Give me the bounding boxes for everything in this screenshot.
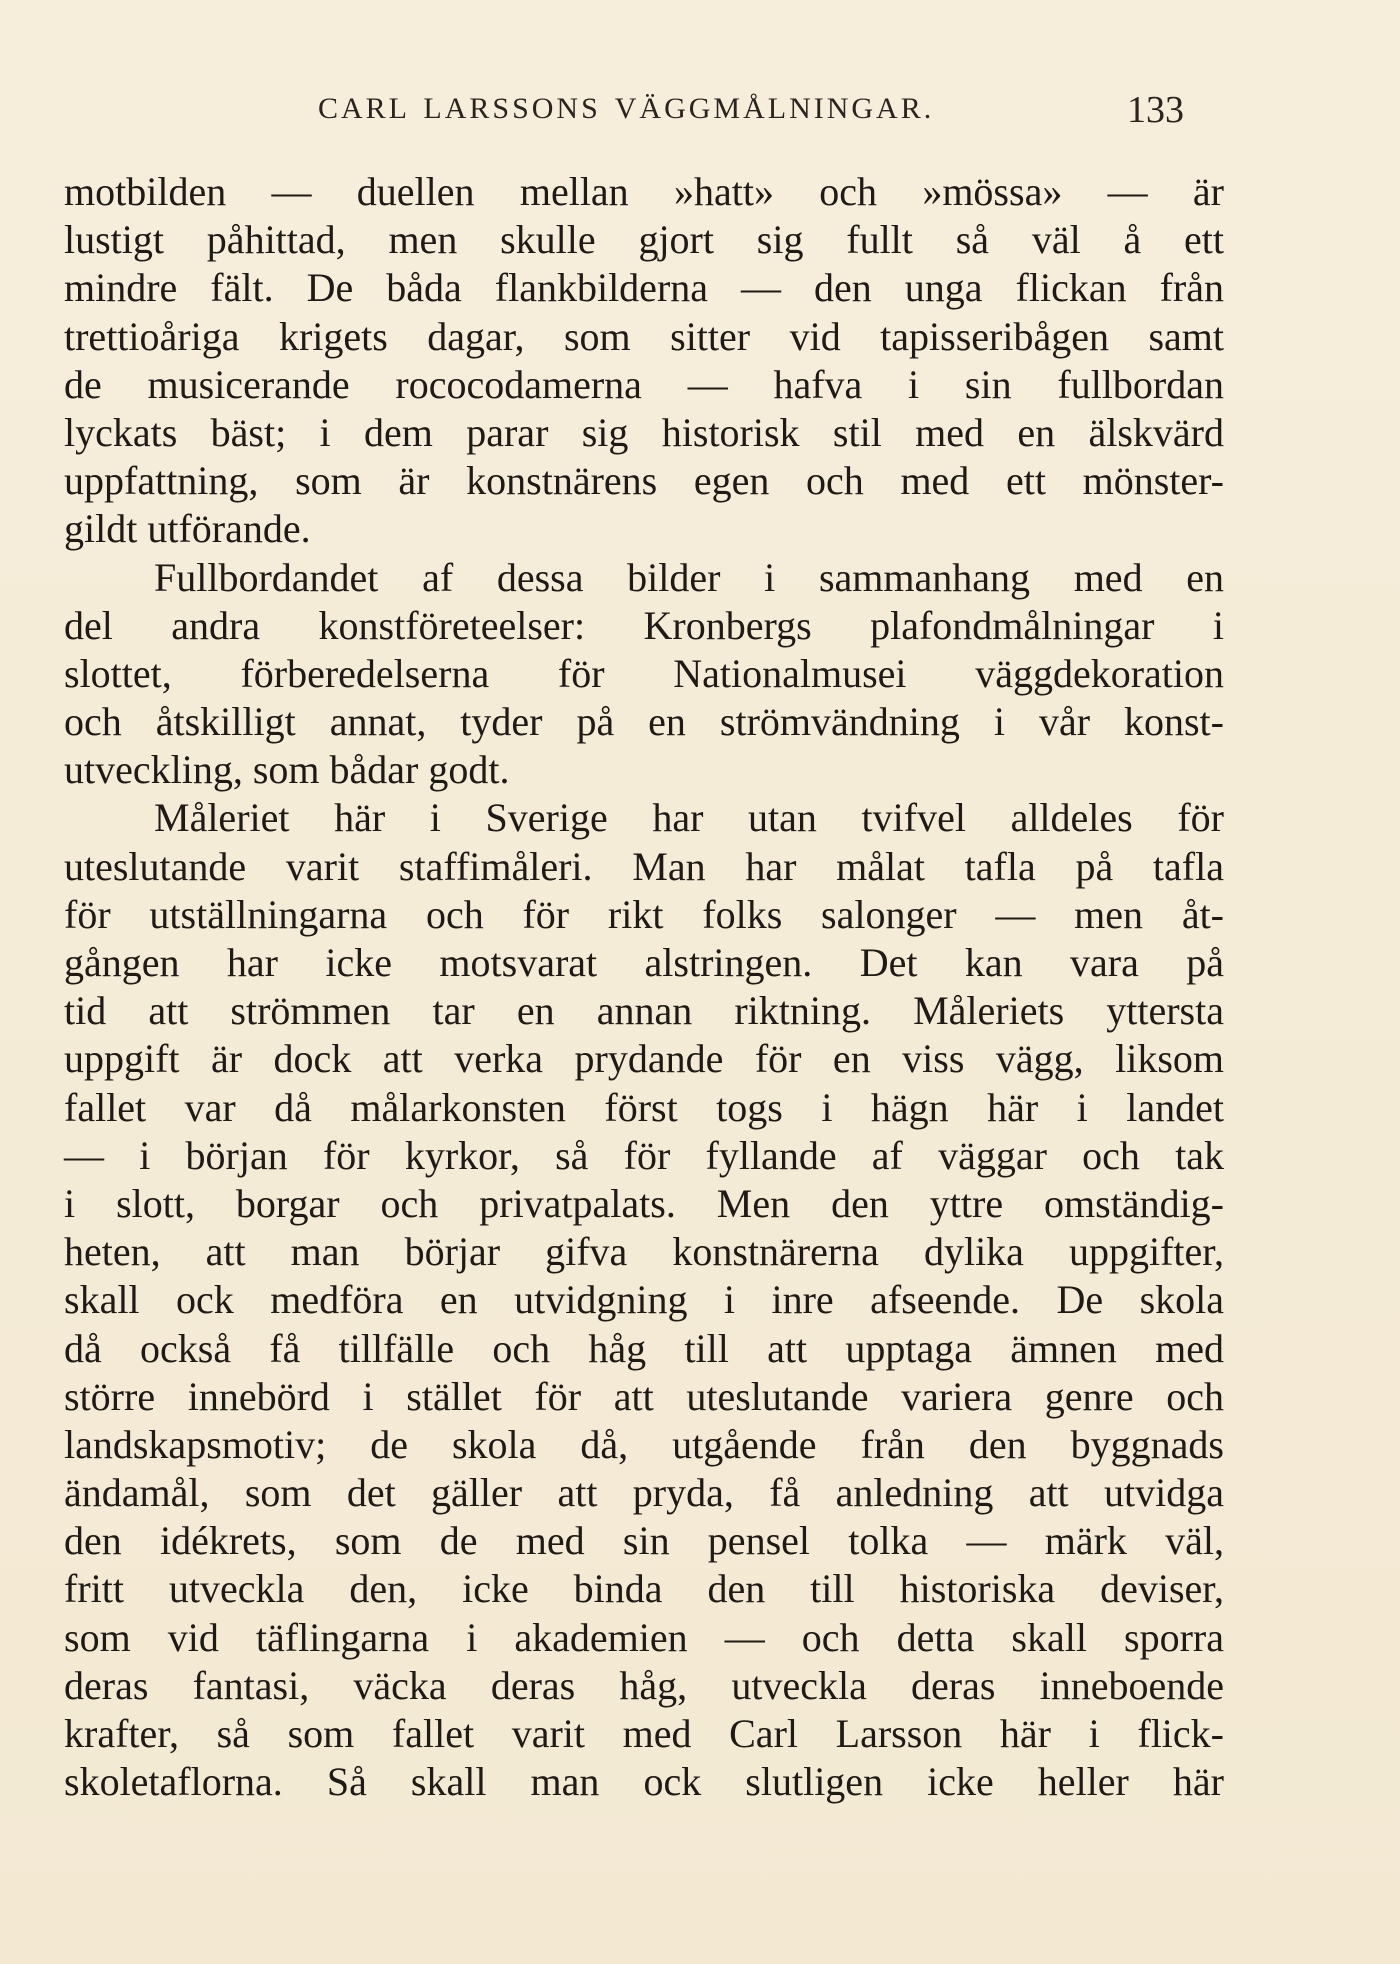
text-line: som vid täflingarna i akademien — och detta skall sporra	[64, 1614, 1224, 1660]
page-number: 133	[1127, 89, 1184, 131]
body-text	[64, 168, 1224, 1806]
text-line: för utställningarna och för rikt folks salonger — men åt-	[64, 891, 1224, 937]
text-line: fallet var då målarkonsten först togs i hägn här i landet	[64, 1084, 1224, 1130]
text-line: större innebörd i stället för att uteslutande variera genre och	[64, 1373, 1224, 1419]
text-line: trettioåriga krigets dagar, som sitter vid tapisseribågen samt	[64, 313, 1224, 359]
text-line: heten, att man börjar gifva konstnärerna dylika uppgifter,	[64, 1229, 1224, 1275]
text-line: — i början för kyrkor, så för fyllande af väggar och tak	[64, 1132, 1224, 1178]
text-line: landskapsmotiv; de skola då, utgående från den byggnads	[64, 1421, 1224, 1467]
text-line: uppgift är dock att verka prydande för en viss vägg, liksom	[64, 1036, 1224, 1082]
text-line: skoletaflorna. Så skall man ock slutligen icke heller här	[64, 1759, 1224, 1805]
text-line: gången har icke motsvarat alstringen. Det kan vara på	[64, 940, 1224, 985]
text-line: motbilden — duellen mellan »hatt» och »mössa» — är	[64, 169, 1224, 214]
running-title: CARL LARSSONS VÄGGMÅLNINGAR.	[318, 92, 935, 125]
text-line: slottet, förberedelserna för Nationalmusei väggdekoration	[64, 650, 1224, 696]
text-line: och åtskilligt annat, tyder på en strömvändning i vår konst-	[64, 699, 1224, 745]
text-line: krafter, så som fallet varit med Carl Larsson här i flick-	[64, 1711, 1224, 1756]
text-line: Måleriet här i Sverige har utan tvifvel alldeles för	[154, 795, 1224, 841]
text-line: gildt utförande.	[64, 506, 311, 552]
text-line: ändamål, som det gäller att pryda, få anledning att utvidga	[64, 1470, 1224, 1516]
text-line: deras fantasi, väcka deras håg, utveckla deras inneboende	[64, 1662, 1224, 1708]
text-line: skall ock medföra en utvidgning i inre afseende. De skola	[64, 1277, 1224, 1323]
text-line: lustigt påhittad, men skulle gjort sig fullt så väl å ett	[64, 217, 1224, 263]
text-line: tid att strömmen tar en annan riktning. Måleriets yttersta	[64, 988, 1224, 1034]
text-line: fritt utveckla den, icke binda den till historiska deviser,	[64, 1566, 1224, 1612]
text-line: de musicerande rococodamerna — hafva i sin fullbordan	[64, 361, 1224, 407]
text-line: del andra konstföreteelser: Kronbergs plafondmålningar i	[64, 602, 1224, 648]
text-line: uppfattning, som är konstnärens egen och med ett mönster-	[64, 458, 1224, 504]
text-line: mindre fält. De båda flankbilderna — den unga flickan från	[64, 265, 1224, 311]
text-line: lyckats bäst; i dem parar sig historisk stil med en älskvärd	[64, 409, 1224, 455]
text-line: uteslutande varit staffimåleri. Man har målat tafla på tafla	[64, 843, 1224, 889]
text-line: i slott, borgar och privatpalats. Men den yttre omständig-	[64, 1180, 1224, 1226]
text-line: den idékrets, som de med sin pensel tolka — märk väl,	[64, 1518, 1224, 1564]
text-line: utveckling, som bådar godt.	[64, 747, 510, 793]
text-line: Fullbordandet af dessa bilder i sammanhang med en	[154, 554, 1224, 600]
text-line: då också få tillfälle och håg till att upptaga ämnen med	[64, 1325, 1224, 1371]
